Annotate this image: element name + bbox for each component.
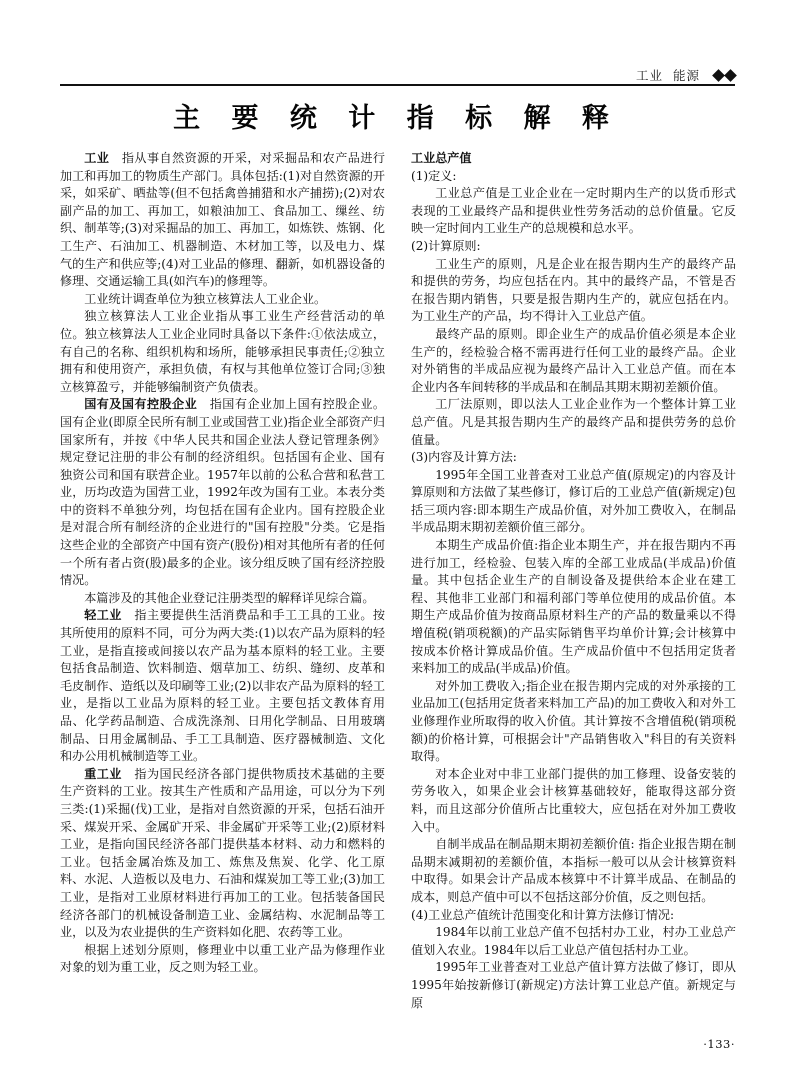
paragraph-text: 工业生产的原则，凡是企业在报告期内生产的最终产品和提供的劳务，均应包括在内。其中的最终产品，不管是否在报告期内销售，只要是报告期内生产的，就应包括在内。为工业生产的产品，均不得计入工业总产值。 xyxy=(411,256,736,324)
diamond-marker-icon xyxy=(714,71,735,80)
paragraph-text: 工业总产值是工业企业在一定时期内生产的以货币形式表现的工业最终产品和提供业性劳务活动的总价值量。它反映一定时间内工业生产的总规模和总水平。 xyxy=(411,186,736,236)
paragraph-text: 最终产品的原则。即企业生产的成品价值必须是本企业生产的，经检验合格不需再进行任何工业的最终产品。企业对外销售的半成品应视为最终产品计入工业总产值。而在本企业内各车间转移的半成品和在制品其期末期初差额价值。 xyxy=(411,326,736,394)
paragraph-text: 自制半成品在制品期末期初差额价值: 指企业报告期在制品期末减期初的差额价值，本指标一般可以从会计核算资料中取得。如果会计产品成本核算中不计算半成品、在制品的成本，则总产值中可以不包括这部分价值，反之则包括。 xyxy=(411,837,736,904)
paragraph-text: 工厂法原则，即以法人工业企业作为一个整体计算工业总产值。凡是其报告期内生产的最终产品和提供劳务的总价值量。 xyxy=(411,397,736,447)
page-header xyxy=(636,66,735,84)
paragraph xyxy=(60,291,385,309)
paragraph-text: 指国有企业加上国有控股企业。国有企业(即原全民所有制工业或国营工业)指企业全部资产归国家所有，并按《中华人民共和国企业法人登记管理条例》规定登记注册的非公有制的经济组织。包括国有企业、国有独资公司和国有联营企业。1957年以前的公私合营和私营工业，历均改造为国营工业，1992年改为国有工业。本表分类中的资料不单独分列，均包括在国有企业内。国有控股企业是对混合所有制经济的企业进行的"国有控股"分类。它是指这些企业的全部资产中国有资产(股份)相对其他所有者的任何一个所有者占资(股)最多的企业。该分组反映了国有经济控股情况。 xyxy=(60,397,385,588)
paragraph-lead-term: 工业总产值 xyxy=(411,151,472,165)
paragraph xyxy=(60,607,385,765)
paragraph xyxy=(411,959,736,1012)
paragraph xyxy=(60,150,385,291)
paragraph-text: 工业统计调查单位为独立核算法人工业企业。 xyxy=(84,291,327,306)
paragraph xyxy=(411,326,736,396)
paragraph-text: 独立核算法人工业企业指从事工业生产经营活动的单位。独立核算法人工业企业同时具备以下条件:①依法成立，有自己的名称、组织机构和场所，能够承担民事责任;②独立拥有和使用资产，承担负债，有权与其他单位签订合同;③独立核算盈亏，并能够编制资产负债表。 xyxy=(60,309,385,394)
page-number: ·133· xyxy=(703,1037,735,1051)
paragraph xyxy=(411,396,736,449)
paragraph-text: 1984年以前工业总产值不包括村办工业，村办工业总产值划入农业。1984年以后工业总产值包括村办工业。 xyxy=(411,925,736,957)
right-column xyxy=(411,150,736,1017)
paragraph xyxy=(60,308,385,396)
paragraph xyxy=(411,766,736,836)
paragraph-text: 指从事自然资源的开采，对采掘品和农产品进行加工和再加工的物质生产部门。具体包括:(1)对自然资源的开采，如采矿、晒盐等(但不包括禽兽捕猎和水产捕捞);(2)对农副产品的加工、再加工，如粮油加工、食品加工、缫丝、纺织、制革等;(3)对采掘品的加工、再加工，如炼铁、炼钢、化工生产、石油加工、机器制造、木材加工等，以及电力、煤气的生产和供应等;(4)对工业品的修理、翻新，如机器设备的修理、交通运输工具(如汽车)的修理等。 xyxy=(60,151,385,289)
paragraph-text: (3)内容及计算方法: xyxy=(411,450,517,465)
paragraph-text: 指主要提供生活消费品和手工工具的工业。按其所使用的原料不同，可分为两大类:(1)以农产品为原料的轻工业，是指直接或间接以农产品为基本原料的轻工业。主要包括食品制造、饮料制造、烟草加工、纺织、缝纫、皮革和毛皮制作、造纸以及印刷等工业;(2)以非农产品为原料的轻工业，是指以工业品为原料的轻工业。主要包括文教体育用品、化学药品制造、合成洗涤剂、日用化学制品、日用玻璃制品、日用金属制品、手工工具制造、医疗器械制造、文化和办公用机械制造等工业。 xyxy=(60,608,385,764)
paragraph xyxy=(411,150,736,168)
paragraph-text: 本篇涉及的其他企业登记注册类型的解释详见综合篇。 xyxy=(84,590,375,605)
paragraph-text: (4)工业总产值统计范围变化和计算方法修订情况: xyxy=(411,907,675,922)
paragraph xyxy=(411,467,736,537)
paragraph xyxy=(411,449,736,467)
left-column xyxy=(60,150,385,1017)
paragraph xyxy=(60,590,385,608)
paragraph-lead-term: 轻工业 xyxy=(84,608,122,623)
header-category: 工业 xyxy=(635,68,663,83)
paragraph-text: 根据上述划分原则，修理业中以重工业产品为修理作业对象的划为重工业，反之则为轻工业。 xyxy=(60,942,385,975)
diamond-filled-icon-2 xyxy=(724,69,737,82)
paragraph-text: (1)定义: xyxy=(411,168,457,183)
body-columns xyxy=(60,150,736,1017)
paragraph xyxy=(411,168,736,186)
paragraph-text: 对本企业对中非工业部门提供的加工修理、设备安装的劳务收入，如果企业会计核算基础较好，能取得这部分资料，而且这部分价值所占比重较大，应包括在对外加工费收入中。 xyxy=(411,766,736,834)
paragraph xyxy=(60,766,385,942)
paragraph-text: (2)计算原则: xyxy=(411,238,481,253)
header-subcategory: 能源 xyxy=(672,68,700,83)
paragraph-text: 指为国民经济各部门提供物质技术基础的主要生产资料的工业。按其生产性质和产品用途，可以分为下列三类:(1)采掘(伐)工业，是指对自然资源的开采，包括石油开采、煤炭开采、金属矿开采、非金属矿开采等工业;(2)原材料工业，是指向国民经济各部门提供基本材料、动力和燃料的工业。包括金属冶炼及加工、炼焦及焦炭、化学、化工原料、水泥、人造板以及电力、石油和煤炭加工等工业;(3)加工工业，是指对工业原材料进行再加工的工业。包括装备国民经济各部门的机械设备制造工业、金属结构、水泥制品等工业，以及为农业提供的生产资料如化肥、农药等工业。 xyxy=(60,766,385,940)
paragraph xyxy=(411,238,736,256)
header-divider xyxy=(60,84,735,86)
paragraph xyxy=(411,185,736,238)
paragraph-text: 1995年工业普查对工业总产值计算方法做了修订，即从1995年始按新修订(新规定)方法计算工业总产值。新规定与原 xyxy=(411,960,736,1010)
paragraph-text: 本期生产成品价值:指企业本期生产，并在报告期内不再进行加工，经检验、包装入库的全部工业成品(半成品)价值量。其中包括企业生产的自制设备及提供给本企业在建工程、其他非工业部门和福利部门等单位使用的成品价值。本期生产成品价值为按商品原材料生产的产品的数量乘以不得增值税(销项税额)的产品实际销售平均单价计算;会计核算中按成本价格计算成品价值。生产成品价值中不包括用定货者来料加工的成品(半成品)价值。 xyxy=(411,538,736,676)
paragraph-text: 对外加工费收入;指企业在报告期内完成的对外承接的工业品加工(包括用定货者来料加工产品)的加工费收入和对外工业修理作业所取得的收入价值。其计算按不含增值税(销项税额)的价格计算，可根据会计"产品销售收入"科目的有关资料取得。 xyxy=(411,678,736,764)
paragraph-lead-term: 国有及国有控股企业 xyxy=(84,397,198,412)
paragraph-lead-term: 工业 xyxy=(84,151,110,165)
paragraph xyxy=(411,907,736,925)
page-title: 主 要 统 计 指 标 解 释 xyxy=(173,103,620,134)
paragraph xyxy=(411,537,736,678)
paragraph xyxy=(411,836,736,906)
paragraph xyxy=(411,924,736,959)
paragraph xyxy=(411,678,736,766)
paragraph-text: 1995年全国工业普查对工业总产值(原规定)的内容及计算原则和方法做了某些修订，修订后的工业总产值(新规定)包括三项内容:即本期生产成品价值，对外加工费收入，在制品半成品期末期初差额价值三部分。 xyxy=(411,467,736,535)
paragraph-lead-term: 重工业 xyxy=(84,766,122,781)
paragraph xyxy=(60,396,385,590)
paragraph xyxy=(411,256,736,326)
paragraph xyxy=(60,942,385,977)
